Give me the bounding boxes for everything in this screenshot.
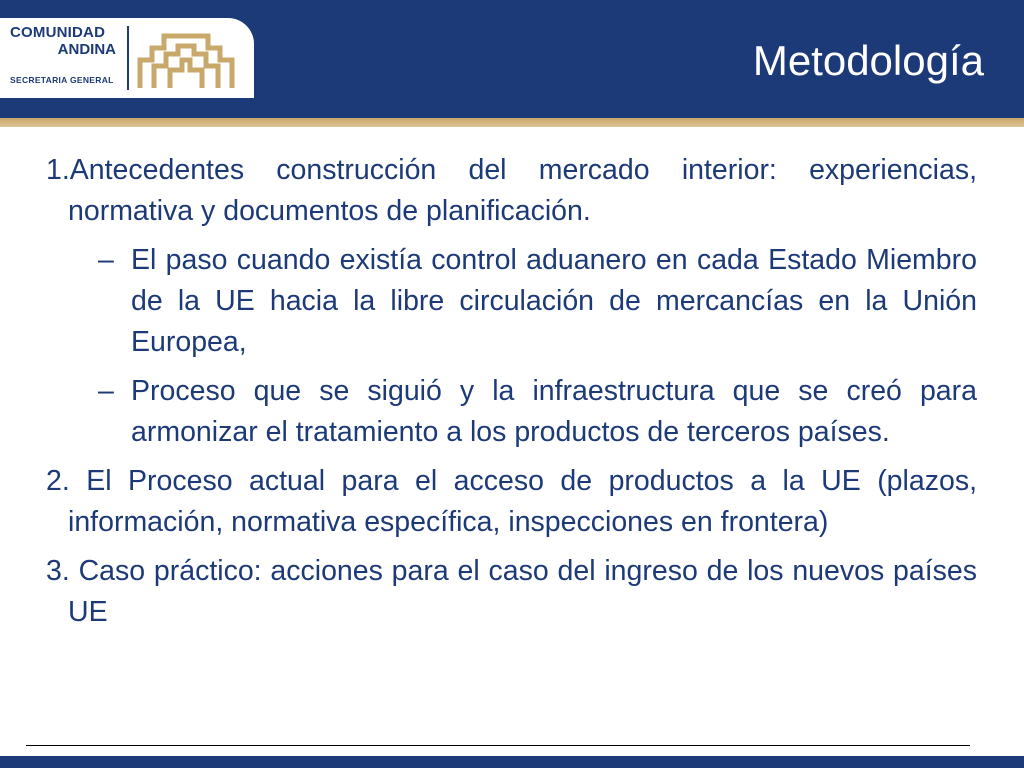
list-item-2: 2. El Proceso actual para el acceso de productos a la UE (plazos, información, normativa específica, inspecciones en frontera) <box>46 465 977 538</box>
logo-text <box>10 24 122 86</box>
sub-list-item-text: Proceso que se siguió y la infraestructura que se creó para armonizar el tratamiento a los productos de terceros países. <box>131 375 977 448</box>
andean-steps-emblem-icon <box>134 22 238 92</box>
header-bar <box>0 0 1024 118</box>
footer-divider <box>26 745 970 746</box>
dash-bullet: – <box>98 375 114 407</box>
list-item-3: 3. Caso práctico: acciones para el caso del ingreso de los nuevos países UE <box>46 555 977 628</box>
logo-line-2: ANDINA <box>57 41 116 58</box>
list-item-1: 1.Antecedentes construcción del mercado interior: experiencias, normativa y documentos de planificación. <box>46 154 977 227</box>
logo-divider <box>127 26 129 90</box>
logo <box>0 18 254 98</box>
slide-body <box>46 150 977 641</box>
slide-title: Metodología <box>752 37 984 84</box>
footer-bar <box>0 756 1024 768</box>
logo-line-1: COMUNIDAD <box>10 24 106 41</box>
gold-accent-bar <box>0 118 1024 127</box>
sub-list-item-text: El paso cuando existía control aduanero en cada Estado Miembro de la UE hacia la libre circulación de mercancías en la Unión Europea, <box>131 244 977 358</box>
sub-list-item-2 <box>46 371 977 453</box>
dash-bullet: – <box>98 244 114 276</box>
sub-list-item-1 <box>46 240 977 363</box>
logo-line-3: SECRETARIA GENERAL <box>10 75 114 85</box>
